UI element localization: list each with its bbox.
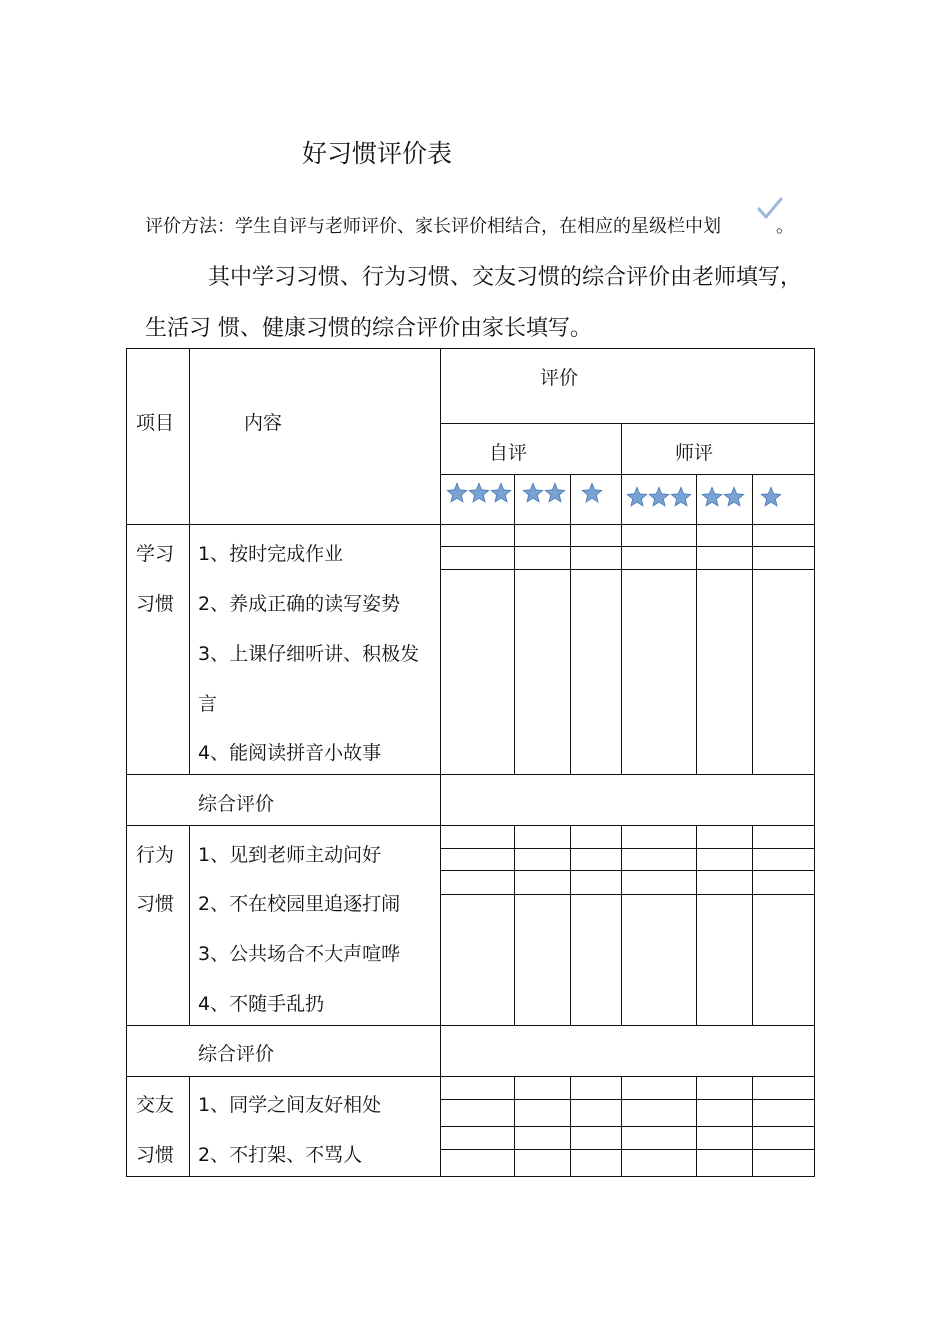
- method-text: 评价方法：学生自评与老师评价、家长评价相结合，在相应的星级栏中划: [145, 216, 721, 237]
- star-icon: [446, 482, 468, 504]
- method-end: 。: [776, 216, 794, 237]
- category-behavior-line2: 习惯: [136, 893, 175, 915]
- behavior-item-1: 1、见到老师主动问好: [198, 844, 382, 866]
- grid-line: [126, 1025, 815, 1026]
- teacher-one-star: [760, 486, 782, 508]
- grid-line: [440, 848, 815, 849]
- grid-line: [440, 894, 815, 895]
- grid-line: [126, 524, 815, 525]
- category-friends-line2: 习惯: [136, 1144, 175, 1166]
- grid-line: [440, 1099, 815, 1100]
- friends-item-1: 1、同学之间友好相处: [198, 1094, 382, 1116]
- self-three-stars: [446, 482, 512, 504]
- star-icon: [490, 482, 512, 504]
- grid-line: [570, 825, 571, 1026]
- study-item-4: 4、能阅读拼音小故事: [198, 742, 382, 764]
- grid-line: [440, 569, 815, 570]
- grid-line: [621, 825, 622, 1026]
- grid-line: [696, 1076, 697, 1177]
- grid-line: [696, 825, 697, 1026]
- grid-line: [440, 546, 815, 547]
- grid-line: [126, 1076, 815, 1077]
- header-content: 内容: [244, 412, 283, 434]
- star-icon: [670, 486, 692, 508]
- grid-line: [440, 1126, 815, 1127]
- grid-line: [514, 825, 515, 1026]
- teacher-two-stars: [701, 486, 745, 508]
- grid-line: [440, 870, 815, 871]
- header-self: 自评: [489, 442, 528, 464]
- self-one-star: [581, 482, 603, 504]
- grid-line: [570, 474, 571, 775]
- grid-line: [189, 825, 190, 1026]
- grid-line: [514, 1076, 515, 1177]
- grid-line: [189, 348, 190, 775]
- friends-item-2: 2、不打架、不骂人: [198, 1144, 363, 1166]
- grid-line: [126, 1176, 815, 1177]
- study-summary-label: 综合评价: [198, 793, 275, 815]
- header-item: 项目: [136, 412, 175, 434]
- grid-line: [440, 348, 441, 1177]
- header-teacher: 师评: [675, 442, 714, 464]
- behavior-item-3: 3、公共场合不大声喧哗: [198, 943, 401, 965]
- star-icon: [626, 486, 648, 508]
- grid-line: [126, 348, 815, 349]
- grid-line: [696, 474, 697, 775]
- star-icon: [723, 486, 745, 508]
- grid-line: [126, 348, 127, 1177]
- grid-line: [440, 474, 815, 475]
- star-icon: [581, 482, 603, 504]
- grid-line: [752, 825, 753, 1026]
- category-study-line2: 习惯: [136, 593, 175, 615]
- grid-line: [126, 825, 815, 826]
- study-item-1: 1、按时完成作业: [198, 543, 344, 565]
- self-two-stars: [522, 482, 566, 504]
- grid-line: [570, 1076, 571, 1177]
- behavior-item-2: 2、不在校园里追逐打闹: [198, 893, 401, 915]
- grid-line: [814, 348, 815, 1177]
- star-icon: [522, 482, 544, 504]
- grid-line: [189, 1076, 190, 1177]
- intro-line-1: 其中学习习惯、行为习惯、交友习惯的综合评价由老师填写，: [208, 265, 803, 290]
- study-item-2: 2、养成正确的读写姿势: [198, 593, 401, 615]
- page-title: 好习惯评价表: [302, 139, 453, 168]
- grid-line: [621, 1076, 622, 1177]
- behavior-item-4: 4、不随手乱扔: [198, 993, 325, 1015]
- grid-line: [621, 474, 622, 775]
- behavior-summary-label: 综合评价: [198, 1043, 275, 1065]
- grid-line: [126, 774, 815, 775]
- star-icon: [701, 486, 723, 508]
- grid-line: [752, 474, 753, 775]
- study-item-3: 3、上课仔细听讲、积极发: [198, 643, 420, 665]
- category-behavior-line1: 行为: [136, 844, 175, 866]
- grid-line: [752, 1076, 753, 1177]
- header-evaluation: 评价: [540, 367, 579, 389]
- category-study-line1: 学习: [136, 543, 175, 565]
- star-icon: [468, 482, 490, 504]
- category-friends-line1: 交友: [136, 1094, 175, 1116]
- intro-line-2: 生活习 惯、健康习惯的综合评价由家长填写。: [145, 316, 592, 341]
- star-icon: [648, 486, 670, 508]
- grid-line: [440, 1149, 815, 1150]
- star-icon: [544, 482, 566, 504]
- grid-line: [514, 474, 515, 775]
- teacher-three-stars: [626, 486, 692, 508]
- study-item-3-cont: 言: [198, 693, 218, 715]
- star-icon: [760, 486, 782, 508]
- grid-line: [440, 423, 815, 424]
